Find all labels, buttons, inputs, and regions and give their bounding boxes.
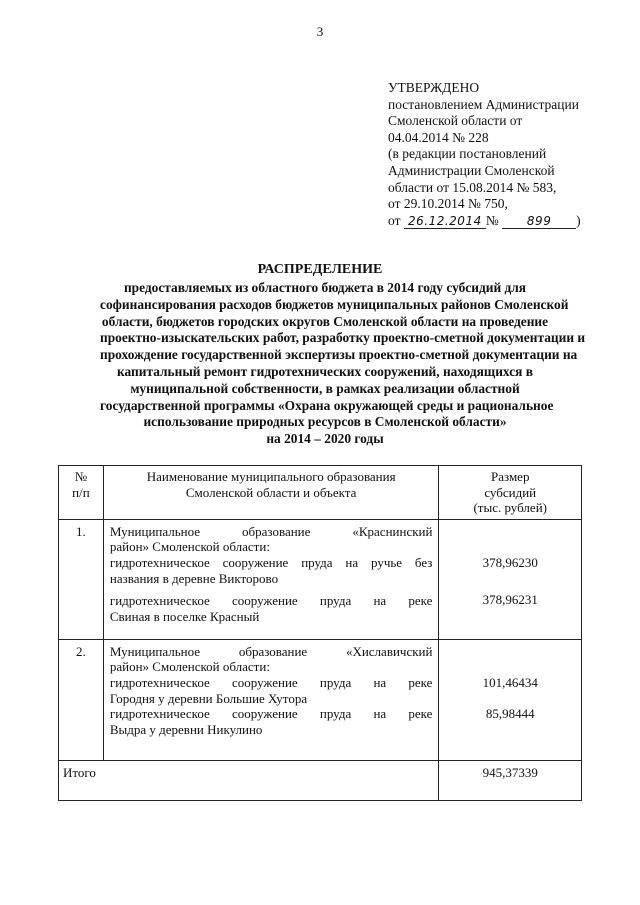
handwritten-date: 26.12.2014 — [404, 214, 486, 229]
approval-line: области от 15.08.2014 № 583, — [388, 179, 557, 195]
approval-stamp — [388, 80, 618, 229]
subtitle-line: муниципальной собственности, в рамках реализации областной — [130, 380, 520, 396]
object-line: Свиная в поселке Красный — [109, 608, 260, 624]
table-row — [59, 639, 582, 760]
row-num-text: 1. — [76, 523, 86, 539]
object-line: гидротехническое сооружение пруда на реке — [109, 593, 433, 609]
object-line: гидротехническое сооружение пруда на реке — [109, 674, 433, 690]
approval-line: Смоленской области от — [388, 113, 523, 129]
total-label-cell — [59, 760, 439, 800]
total-label: Итого — [63, 764, 96, 780]
header-name — [103, 466, 439, 520]
approval-heading: УТВЕРЖДЕНО — [388, 80, 480, 95]
approval-line: от 29.10.2014 № 750, — [388, 196, 508, 212]
header-num-line: № — [74, 469, 88, 484]
object-line: названия в деревне Викторово — [109, 570, 279, 586]
object-line: Выдра у деревни Никулино — [109, 721, 263, 737]
row-num-text: 2. — [76, 643, 86, 659]
entity-line: Муниципальное образование «Краснинский — [109, 523, 433, 539]
subtitle-line: капитальный ремонт гидротехнических сооружений, находящихся в — [117, 363, 533, 379]
table-header-row — [59, 466, 582, 520]
object-line: Городня у деревни Большие Хутора — [109, 690, 308, 706]
subtitle-line: использование природных ресурсов в Смоленской области» — [143, 414, 507, 430]
subtitle-line: прохождение государственной экспертизы проектно-сметной документации на — [100, 347, 578, 363]
row-object — [103, 519, 439, 639]
approval-line: постановлением Администрации — [388, 96, 579, 112]
number-sign: № — [485, 212, 499, 228]
header-amount-line: (тыс. рублей) — [473, 500, 547, 516]
amount-value: 378,96230 — [482, 554, 538, 570]
subtitle-line: софинансирования расходов бюджетов муниципальных районов Смоленской — [100, 296, 569, 312]
row-amounts — [439, 639, 582, 760]
subtitle-line: на 2014 – 2020 годы — [266, 431, 384, 447]
approval-line: (в редакции постановлений — [388, 146, 547, 162]
row-num — [59, 519, 104, 639]
table-total-row — [59, 760, 582, 800]
approval-line: Администрации Смоленской — [388, 162, 555, 178]
approval-line: 04.04.2014 № 228 — [388, 129, 489, 145]
row-num — [59, 639, 104, 760]
row-amounts — [439, 519, 582, 639]
handwritten-number: 899 — [502, 214, 576, 229]
entity-line: район» Смоленской области: — [109, 539, 270, 555]
row-object — [103, 639, 439, 760]
entity-line: район» Смоленской области: — [109, 659, 270, 675]
header-amount — [439, 466, 582, 520]
object-line: гидротехническое сооружение пруда на ручье без — [109, 554, 433, 570]
subsidy-table — [58, 465, 582, 801]
subtitle-line: государственной программы «Охрана окружающей среды и рациональное — [100, 397, 554, 413]
approval-last-prefix: от — [388, 212, 401, 228]
object-line: гидротехническое сооружение пруда на реке — [109, 706, 433, 722]
header-amount-line: субсидий — [484, 484, 537, 500]
total-amount: 945,37339 — [482, 764, 538, 780]
subtitle-line: проектно-изыскательских работ, разработку проектно-сметной документации и — [100, 330, 586, 346]
amount-value: 378,96231 — [482, 592, 538, 608]
header-num-line: п/п — [72, 484, 90, 500]
entity-line: Муниципальное образование «Хиславичский — [109, 643, 433, 659]
header-name-line: Смоленской области и объекта — [185, 484, 357, 500]
amount-value: 85,98444 — [485, 706, 535, 722]
amount-value: 101,46434 — [482, 674, 538, 690]
total-amount-cell — [439, 760, 582, 800]
subtitle-line: предоставляемых из областного бюджета в 2014 году субсидий для — [123, 280, 527, 295]
document-subtitle — [100, 280, 586, 448]
header-name-line: Наименование муниципального образования — [146, 469, 396, 484]
document-title: РАСПРЕДЕЛЕНИЕ — [257, 262, 383, 277]
approval-last-line — [388, 213, 618, 230]
page-number: 3 — [316, 24, 324, 39]
table-row — [59, 519, 582, 639]
subtitle-line: области, бюджетов городских округов Смоленской области на проведение — [101, 313, 549, 329]
closing-paren: ) — [576, 212, 581, 228]
header-amount-line: Размер — [491, 469, 530, 484]
header-num — [59, 466, 104, 520]
